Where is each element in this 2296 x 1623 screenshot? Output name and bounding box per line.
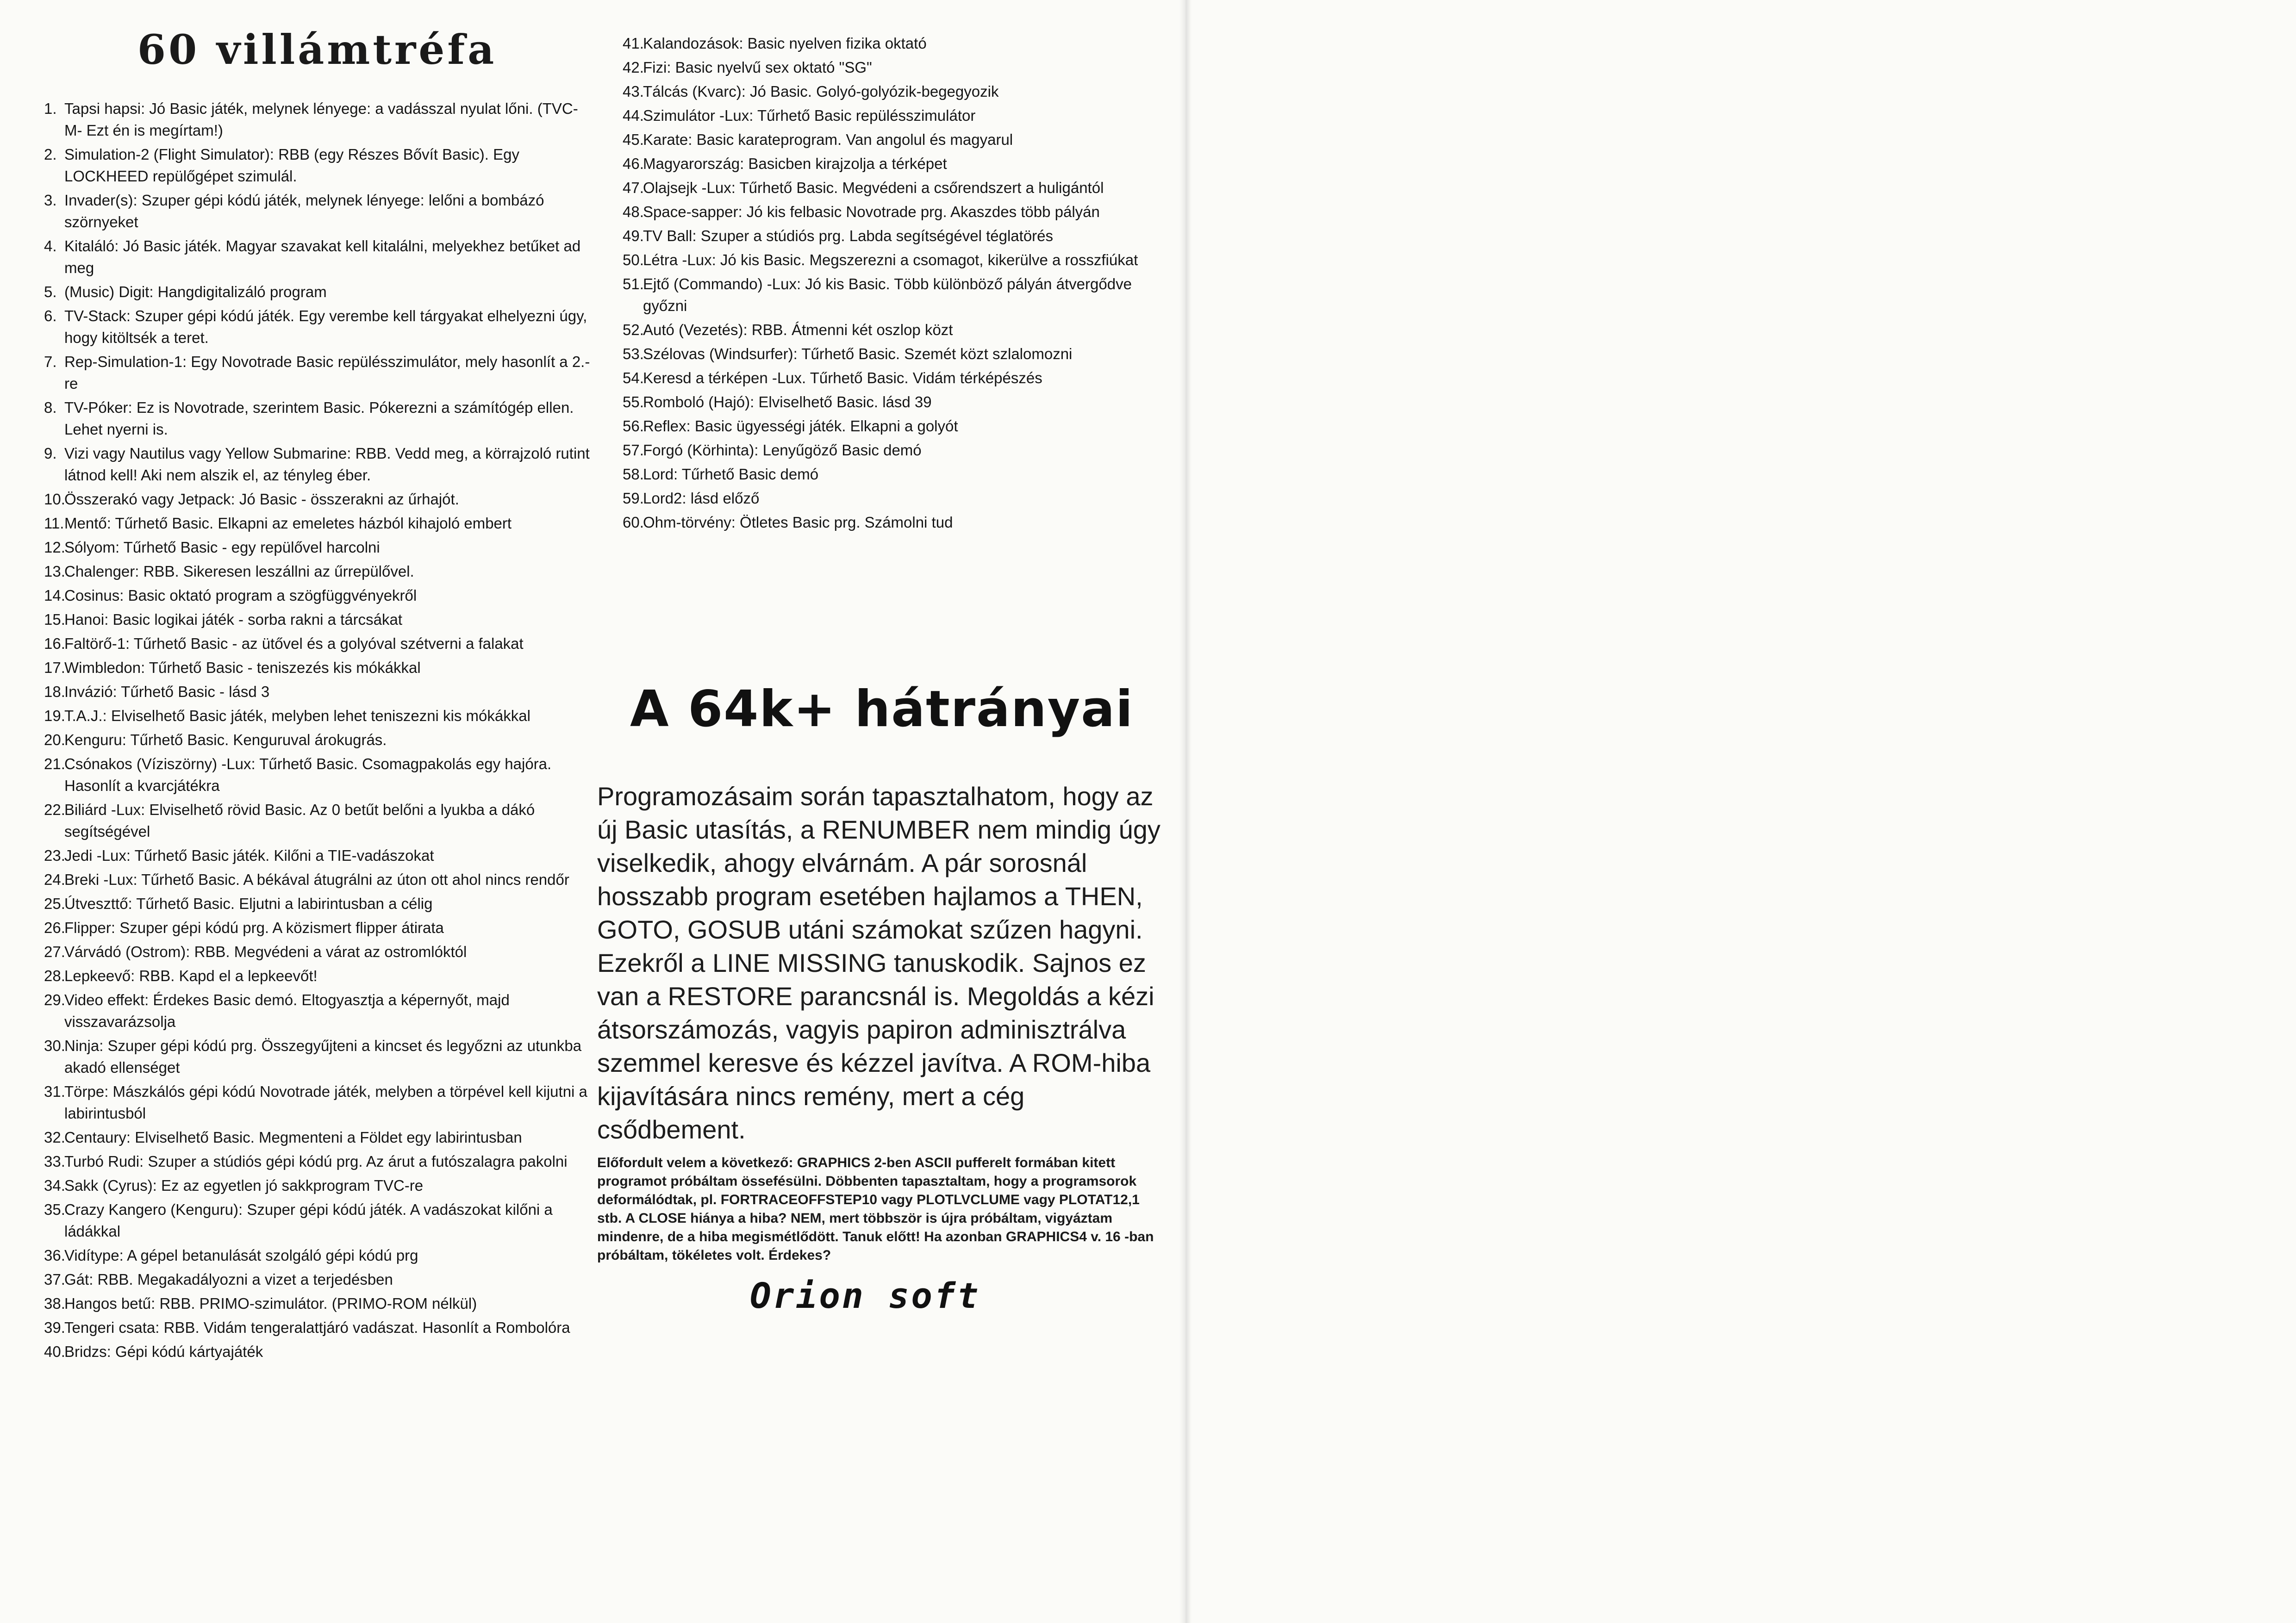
game-item <box>44 1269 590 1290</box>
game-item <box>44 397 590 440</box>
game-description: Gát: RBB. Megakadályozni a vizet a terjedésben <box>64 1271 393 1288</box>
game-description: Centaury: Elviselhető Basic. Megmenteni a Földet egy labirintusban <box>64 1129 522 1146</box>
article-body: Programozásaim során tapasztalhatom, hogy az új Basic utasítás, a RENUMBER nem mindig úgy viselkedik, ahogy elvárnám. A pár sorosnál hosszabb program esetében hajlamos a THEN, GOTO, GOSUB utáni számokat szűzen hagyni. Ezekről a LINE MISSING tanuskodik. Sajnos ez van a RESTORE parancsnál is. Megoldás a kézi átsorszámozás, vagyis papiron adminisztrálva szemmel keresve és kézzel javítva. A ROM-hiba kijavítására nincs remény, mert a cég csődbement. <box>597 782 1160 1144</box>
game-description: Karate: Basic karateprogram. Van angolul és magyarul <box>643 131 1013 148</box>
game-number: 49. <box>623 227 644 244</box>
game-description: Tálcás (Kvarc): Jó Basic. Golyó-golyózik-begegyozik <box>643 83 999 100</box>
game-item <box>44 1150 590 1172</box>
game-number: 50. <box>623 251 644 268</box>
game-item <box>44 536 590 558</box>
game-number: 11. <box>44 515 64 532</box>
game-number: 41. <box>623 35 644 52</box>
game-description: Létra -Lux: Jó kis Basic. Megszerezni a csomagot, kikerülve a rosszfiúkat <box>643 251 1138 268</box>
game-item <box>623 225 1155 247</box>
game-description: Faltörő-1: Tűrhető Basic - az ütővel és a golyóval szétverni a falakat <box>64 635 524 652</box>
game-description: Turbó Rudi: Szuper a stúdiós gépi kódú prg. Az árut a futószalagra pakolni <box>64 1153 568 1170</box>
game-number: 25. <box>44 895 65 912</box>
article <box>597 680 1167 1606</box>
game-number: 1. <box>44 100 57 117</box>
game-item <box>623 177 1155 199</box>
game-number: 34. <box>44 1177 65 1194</box>
games-column-1 <box>44 25 590 1622</box>
game-description: Hanoi: Basic logikai játék - sorba rakni a tárcsákat <box>64 611 402 628</box>
game-description: Romboló (Hajó): Elviselhető Basic. lásd 39 <box>643 393 932 410</box>
game-description: Tapsi hapsi: Jó Basic játék, melynek lényege: a vadásszal nyulat lőni. (TVC-M- Ezt én is megírtam!) <box>64 100 578 139</box>
game-description: Flipper: Szuper gépi kódú prg. A közismert flipper átirata <box>64 919 444 936</box>
game-item <box>44 729 590 751</box>
game-description: Tengeri csata: RBB. Vidám tengeralattjáró vadászat. Hasonlít a Rombolóra <box>64 1319 570 1336</box>
game-item <box>44 235 590 279</box>
game-item <box>623 463 1155 485</box>
game-item <box>44 869 590 890</box>
game-number: 9. <box>44 445 57 462</box>
game-description: Várvádó (Ostrom): RBB. Megvédeni a várat az ostromlóktól <box>64 943 467 960</box>
game-item <box>44 633 590 654</box>
game-description: Hangos betű: RBB. PRIMO-szimulátor. (PRIMO-ROM nélkül) <box>64 1295 477 1312</box>
game-number: 46. <box>623 155 644 172</box>
game-number: 19. <box>44 707 65 724</box>
game-number: 59. <box>623 490 644 507</box>
game-description: Vidítype: A gépel betanulását szolgáló gépi kódú prg <box>64 1247 418 1264</box>
game-item <box>623 511 1155 533</box>
game-description: Sakk (Cyrus): Ez az egyetlen jó sakkprogram TVC-re <box>64 1177 424 1194</box>
game-number: 38. <box>44 1295 65 1312</box>
game-description: Wimbledon: Tűrhető Basic - teniszezés kis mókákkal <box>64 659 421 676</box>
game-number: 13. <box>44 563 65 580</box>
game-item <box>44 893 590 914</box>
game-number: 54. <box>623 369 644 386</box>
game-description: Lord2: lásd előző <box>643 490 760 507</box>
game-item <box>623 391 1155 413</box>
game-item <box>623 343 1155 365</box>
game-number: 31. <box>44 1083 65 1100</box>
game-description: Rep-Simulation-1: Egy Novotrade Basic repülésszimulátor, mely hasonlít a 2.-re <box>64 353 590 392</box>
game-description: Útveszttő: Tűrhető Basic. Eljutni a labirintusban a célig <box>64 895 433 912</box>
games-list-part-1 <box>44 98 590 1362</box>
game-item <box>44 1293 590 1314</box>
game-description: Sólyom: Tűrhető Basic - egy repülővel harcolni <box>64 539 380 556</box>
game-item <box>623 32 1155 54</box>
game-number: 29. <box>44 991 65 1008</box>
game-item <box>623 201 1155 223</box>
game-number: 5. <box>44 283 57 300</box>
game-item <box>44 281 590 303</box>
game-item <box>44 512 590 534</box>
game-description: T.A.J.: Elviselhető Basic játék, melyben lehet teniszezni kis mókákkal <box>64 707 530 724</box>
game-description: Simulation-2 (Flight Simulator): RBB (egy Részes Bővít Basic). Egy LOCKHEED repülőgépet szimulál. <box>64 146 519 185</box>
game-number: 40. <box>44 1343 65 1360</box>
game-description: Video effekt: Érdekes Basic demó. Eltogyasztja a képernyőt, majd visszavarázsolja <box>64 991 510 1030</box>
game-item <box>623 415 1155 437</box>
game-item <box>44 1341 590 1362</box>
game-description: Lepkeevő: RBB. Kapd el a lepkeevőt! <box>64 967 318 984</box>
game-item <box>44 799 590 842</box>
game-description: Törpe: Mászkálós gépi kódú Novotrade játék, melyben a törpével kell kijutni a labirintusból <box>64 1083 587 1122</box>
game-number: 53. <box>623 345 644 362</box>
article-signature: Orion soft <box>750 1275 980 1316</box>
game-description: Csónakos (Víziszörny) -Lux: Tűrhető Basic. Csomagpakolás egy hajóra. Hasonlít a kvarcjátékra <box>64 755 552 794</box>
page-title: 60 villámtréfa <box>137 25 497 74</box>
game-number: 24. <box>44 871 65 888</box>
game-number: 15. <box>44 611 65 628</box>
game-number: 16. <box>44 635 65 652</box>
game-number: 56. <box>623 417 644 435</box>
game-number: 48. <box>623 203 644 220</box>
game-description: Fizi: Basic nyelvű sex oktató "SG" <box>643 59 872 76</box>
game-number: 45. <box>623 131 644 148</box>
game-item <box>44 753 590 796</box>
game-item <box>44 965 590 987</box>
game-number: 7. <box>44 353 57 370</box>
game-number: 8. <box>44 399 57 416</box>
game-number: 42. <box>623 59 644 76</box>
game-item <box>623 129 1155 150</box>
game-number: 28. <box>44 967 65 984</box>
game-item <box>44 1035 590 1078</box>
game-number: 6. <box>44 307 57 324</box>
game-item <box>44 657 590 678</box>
game-description: Forgó (Körhinta): Lenyűgöző Basic demó <box>643 442 922 459</box>
game-description: TV Ball: Szuper a stúdiós prg. Labda segítségével téglatörés <box>643 227 1054 244</box>
game-description: Kitaláló: Jó Basic játék. Magyar szavakat kell kitalálni, melyekhez betűket ad meg <box>64 237 581 276</box>
game-number: 36. <box>44 1247 65 1264</box>
game-description: Vizi vagy Nautilus vagy Yellow Submarine: RBB. Vedd meg, a körrajzoló rutint látnod kell! Aki nem alszik el, az tényleg éber. <box>64 445 590 484</box>
games-column-2 <box>623 32 1155 662</box>
game-item <box>44 1317 590 1338</box>
game-description: Ninja: Szuper gépi kódú prg. Összegyűjteni a kincset és legyőzni az utunkba akadó ellenséget <box>64 1037 582 1076</box>
game-description: Space-sapper: Jó kis felbasic Novotrade prg. Akaszdes több pályán <box>643 203 1100 220</box>
game-number: 33. <box>44 1153 65 1170</box>
game-description: Invázió: Tűrhető Basic - lásd 3 <box>64 683 270 700</box>
game-item <box>44 941 590 963</box>
article-headline: A 64k+ hátrányai <box>630 680 1134 738</box>
game-number: 10. <box>44 491 65 508</box>
game-description: Szimulátor -Lux: Tűrhető Basic repülésszimulátor <box>643 107 976 124</box>
game-description: (Music) Digit: Hangdigitalizáló program <box>64 283 327 300</box>
game-description: Bridzs: Gépi kódú kártyajáték <box>64 1343 263 1360</box>
game-item <box>623 153 1155 174</box>
game-number: 23. <box>44 847 65 864</box>
game-description: Mentő: Tűrhető Basic. Elkapni az emeletes házból kihajoló embert <box>64 515 512 532</box>
game-number: 30. <box>44 1037 65 1054</box>
article-postscript: Előfordult velem a következő: GRAPHICS 2-ben ASCII pufferelt formában kitett programot próbáltam össefésülni. Döbbenten tapasztaltam, hogy a programsorok deformálódtak, pl. FORTRACEOFFSTEP10 vagy PLOTLVCLUME vagy PLOTAT12,1 stb. A CLOSE hiánya a hiba? NEM, mert többször is újra próbáltam, vigyáztam mindenre, de a hiba megismétlődött. Tanuk előtt! Ha azonban GRAPHICS4 v. 16 -ban próbáltam, tökéletes volt. Érdekes? <box>597 1155 1154 1263</box>
game-number: 37. <box>44 1271 65 1288</box>
game-number: 57. <box>623 442 644 459</box>
game-description: Cosinus: Basic oktató program a szögfüggvényekről <box>64 587 417 604</box>
game-number: 51. <box>623 275 644 292</box>
game-item <box>44 560 590 582</box>
game-item <box>623 439 1155 461</box>
game-number: 52. <box>623 321 644 338</box>
game-number: 55. <box>623 393 644 410</box>
game-description: TV-Póker: Ez is Novotrade, szerintem Basic. Pókerezni a számítógép ellen. Lehet nyerni is. <box>64 399 574 438</box>
game-number: 43. <box>623 83 644 100</box>
game-description: Autó (Vezetés): RBB. Átmenni két oszlop közt <box>643 321 953 338</box>
game-number: 18. <box>44 683 65 700</box>
game-item <box>623 273 1155 317</box>
game-description: Kalandozások: Basic nyelven fizika oktató <box>643 35 927 52</box>
game-item <box>44 609 590 630</box>
game-item <box>44 189 590 233</box>
game-number: 47. <box>623 179 644 196</box>
game-item <box>44 351 590 394</box>
game-description: Chalenger: RBB. Sikeresen leszállni az űrrepülővel. <box>64 563 414 580</box>
game-number: 35. <box>44 1201 65 1218</box>
game-item <box>623 319 1155 341</box>
game-description: Ejtő (Commando) -Lux: Jó kis Basic. Több különböző pályán átvergődve győzni <box>643 275 1132 314</box>
game-description: Kenguru: Tűrhető Basic. Kenguruval árokugrás. <box>64 731 387 748</box>
game-item <box>44 143 590 187</box>
game-description: Keresd a térképen -Lux. Tűrhető Basic. Vidám térképészés <box>643 369 1042 386</box>
game-number: 44. <box>623 107 644 124</box>
game-description: Breki -Lux: Tűrhető Basic. A békával átugrálni az úton ott ahol nincs rendőr <box>64 871 569 888</box>
game-item <box>44 681 590 703</box>
game-description: Lord: Tűrhető Basic demó <box>643 466 819 483</box>
game-item <box>623 487 1155 509</box>
game-number: 27. <box>44 943 65 960</box>
game-description: Szélovas (Windsurfer): Tűrhető Basic. Szemét közt szlalomozni <box>643 345 1073 362</box>
game-item <box>44 305 590 348</box>
game-item <box>623 56 1155 78</box>
game-description: Crazy Kangero (Kenguru): Szuper gépi kódú játék. A vadászokat kilőni a ládákkal <box>64 1201 553 1240</box>
game-description: Olajsejk -Lux: Tűrhető Basic. Megvédeni a csőrendszert a huligántól <box>643 179 1104 196</box>
game-item <box>44 989 590 1032</box>
game-description: Biliárd -Lux: Elviselhető rövid Basic. Az 0 betűt belőni a lyukba a dákó segítségével <box>64 801 535 840</box>
game-number: 22. <box>44 801 65 818</box>
game-number: 4. <box>44 237 57 255</box>
games-list-part-2 <box>623 32 1155 533</box>
game-item <box>44 442 590 486</box>
game-description: Összerakó vagy Jetpack: Jó Basic - összerakni az űrhajót. <box>64 491 459 508</box>
game-item <box>44 488 590 510</box>
game-item <box>44 1199 590 1242</box>
game-number: 39. <box>44 1319 65 1336</box>
game-number: 3. <box>44 192 57 209</box>
game-number: 2. <box>44 146 57 163</box>
game-item <box>44 705 590 727</box>
game-item <box>623 105 1155 126</box>
game-description: Invader(s): Szuper gépi kódú játék, melynek lényege: lelőni a bombázó szörnyeket <box>64 192 544 230</box>
game-number: 20. <box>44 731 65 748</box>
game-number: 17. <box>44 659 65 676</box>
game-item <box>44 1081 590 1124</box>
game-number: 60. <box>623 514 644 531</box>
right-page <box>1185 0 2296 1623</box>
game-item <box>623 367 1155 389</box>
game-number: 12. <box>44 539 65 556</box>
game-item <box>44 845 590 866</box>
game-description: Jedi -Lux: Tűrhető Basic játék. Kilőni a TIE-vadászokat <box>64 847 434 864</box>
game-item <box>44 98 590 141</box>
game-item <box>44 917 590 939</box>
game-description: Magyarország: Basicben kirajzolja a térképet <box>643 155 947 172</box>
game-description: Reflex: Basic ügyességi játék. Elkapni a golyót <box>643 417 958 435</box>
game-number: 32. <box>44 1129 65 1146</box>
game-number: 58. <box>623 466 644 483</box>
game-item <box>623 249 1155 271</box>
game-item <box>44 585 590 606</box>
game-description: Ohm-törvény: Ötletes Basic prg. Számolni tud <box>643 514 953 531</box>
game-item <box>44 1175 590 1196</box>
game-description: TV-Stack: Szuper gépi kódú játék. Egy verembe kell tárgyakat elhelyezni úgy, hogy kitöltsék a teret. <box>64 307 587 346</box>
game-item <box>44 1126 590 1148</box>
game-number: 14. <box>44 587 65 604</box>
game-item <box>44 1244 590 1266</box>
game-number: 26. <box>44 919 65 936</box>
game-item <box>623 81 1155 102</box>
game-number: 21. <box>44 755 65 772</box>
